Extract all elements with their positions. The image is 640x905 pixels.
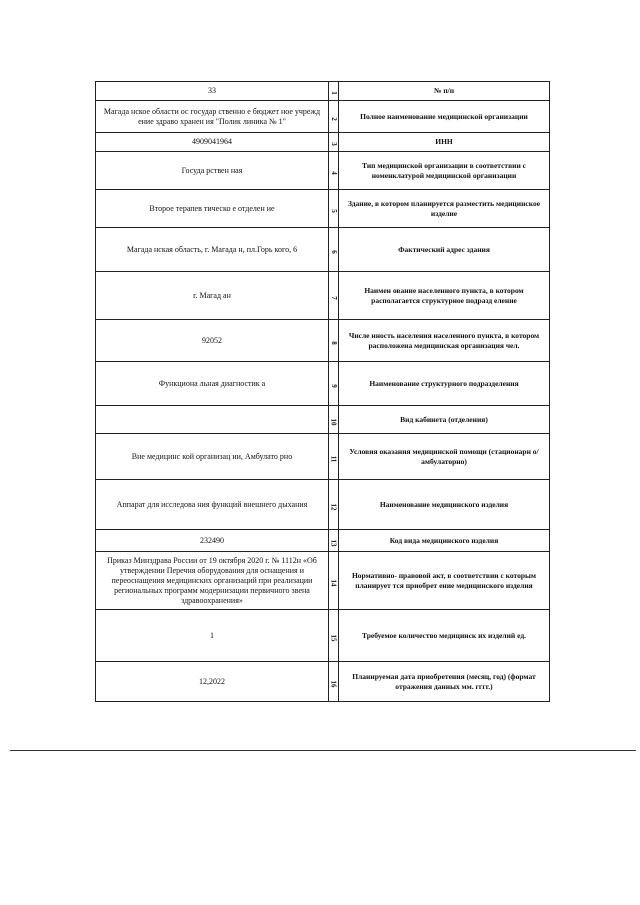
row-number: 8 — [329, 340, 338, 345]
row-label: Нормативно- правовой акт, в соответствии с которым планирует тся приобрет ение медицинского изделия — [339, 552, 550, 610]
row-value: 92052 — [96, 320, 329, 362]
row-value: Магада нское области ос государ ственно е бюджет ное учрежд ение здраво хранен ия "Полик линика № 1" — [96, 101, 329, 133]
table-row — [96, 133, 550, 152]
row-label: Наименование структурного подразделения — [339, 362, 550, 406]
row-number: 15 — [329, 634, 338, 641]
table-row — [96, 552, 550, 610]
row-value: 4909041964 — [96, 133, 329, 152]
row-label: Условия оказания медицинской помощи (стационарн о/амбулаторно) — [339, 434, 550, 480]
row-label: Фактический адрес здания — [339, 228, 550, 272]
row-label: Требуемое количество медицинск их изделий ед. — [339, 610, 550, 662]
table-row — [96, 320, 550, 362]
table-row — [96, 530, 550, 552]
row-number: 3 — [329, 142, 338, 146]
table-row — [96, 101, 550, 133]
row-value: 1 — [96, 610, 329, 662]
row-value: Второе терапев тическо е отделен ие — [96, 190, 329, 228]
row-value: Госуда рствен ная — [96, 152, 329, 190]
row-label: Планируемая дата приобретения (месяц, год) (формат отражения данных мм. гггг.) — [339, 662, 550, 702]
table-row — [96, 82, 550, 101]
row-number: 13 — [329, 539, 338, 546]
table-row — [96, 228, 550, 272]
row-value: Вне медицинс кой организац ии, Амбулато рно — [96, 434, 329, 480]
row-label: Наимен ование населенного пункта, в котором располагается структурное подразд еление — [339, 272, 550, 320]
row-number: 1 — [329, 91, 338, 95]
row-number: 9 — [329, 383, 338, 388]
row-number: 11 — [329, 455, 338, 462]
table-row — [96, 362, 550, 406]
row-label: № п/п — [339, 82, 550, 101]
row-label: Код вида медицинского изделия — [339, 530, 550, 552]
row-value: Аппарат для исследова ния функций внешнего дыхания — [96, 480, 329, 530]
row-number: 4 — [329, 170, 338, 175]
row-label: Вид кабинета (отделения) — [339, 406, 550, 434]
row-number: 6 — [329, 249, 338, 254]
row-value: 12,2022 — [96, 662, 329, 702]
row-label: ИНН — [339, 133, 550, 152]
table-row — [96, 272, 550, 320]
row-label: Наименование медицинского изделия — [339, 480, 550, 530]
row-value — [96, 406, 329, 434]
row-value: г. Магад ан — [96, 272, 329, 320]
page-divider-line — [10, 750, 636, 751]
row-value: Функциона льная диагностик а — [96, 362, 329, 406]
table-row — [96, 190, 550, 228]
row-value: 232490 — [96, 530, 329, 552]
row-number: 10 — [329, 418, 338, 425]
table-row — [96, 152, 550, 190]
row-value: 33 — [96, 82, 329, 101]
equipment-form-table — [95, 81, 550, 702]
row-number: 7 — [329, 295, 338, 300]
row-label: Числе нность населения населенного пункта, в котором расположена медицинская организация чел. — [339, 320, 550, 362]
table-row — [96, 480, 550, 530]
table-row — [96, 610, 550, 662]
row-number: 12 — [329, 503, 338, 510]
row-label: Тип медицинской организации в соответствии с номенклатурой медицинской организации — [339, 152, 550, 190]
table-row — [96, 406, 550, 434]
table-row — [96, 434, 550, 480]
row-number: 2 — [329, 116, 338, 121]
row-value: Магада нская область, г. Магада н, пл.Горь кого, 6 — [96, 228, 329, 272]
row-label: Здание, в котором планируется разместить медицинское изделие — [339, 190, 550, 228]
row-number: 14 — [329, 579, 338, 586]
row-number: 16 — [329, 680, 338, 687]
row-number: 5 — [329, 208, 338, 213]
row-value: Приказ Минздрава России от 19 октября 2020 г. № 1112н «Об утверждении Перечня оборудования для оснащения и переоснащения медицинских организаций при реализации региональных программ модернизации первичного звена здравоохранения» — [96, 552, 329, 610]
table-row — [96, 662, 550, 702]
row-label: Полное наименование медицинской организации — [339, 101, 550, 133]
